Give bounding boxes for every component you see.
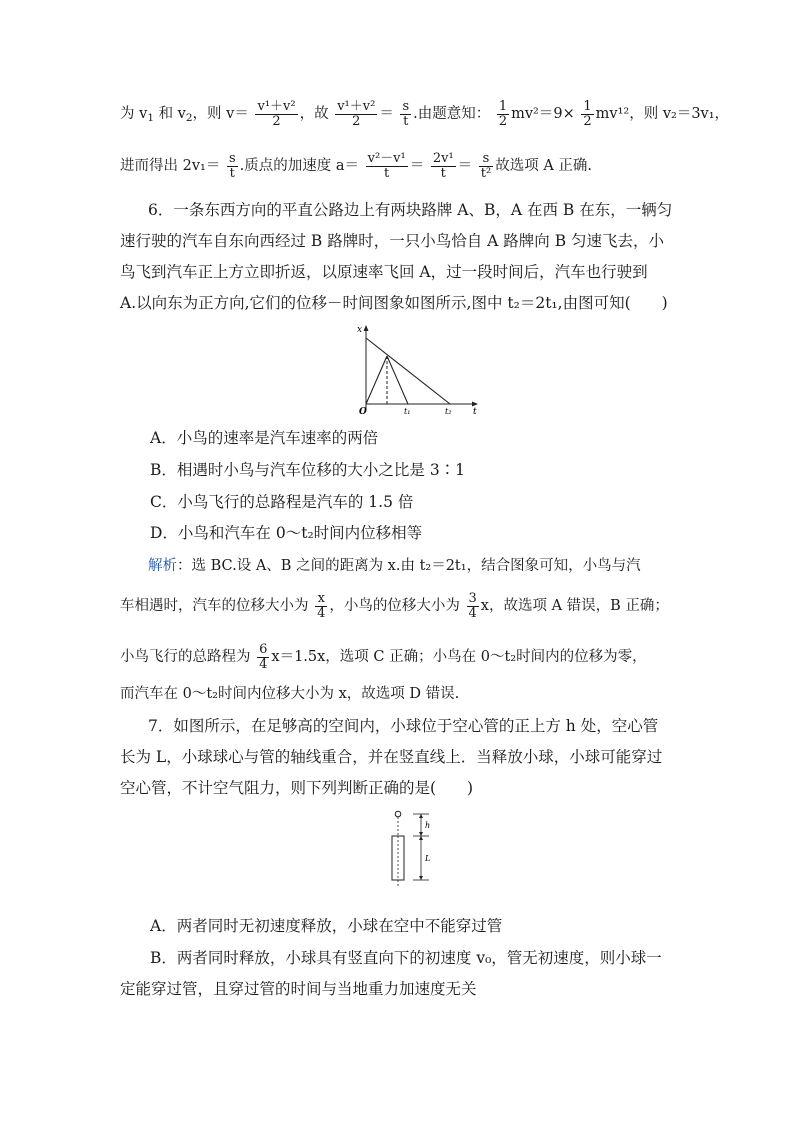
q7-line-3: 空心管，不计空气阻力，则下列判断正确的是( )	[120, 779, 474, 797]
fraction: $\frac{s}{t}$	[228, 151, 236, 181]
q6-solution-line-3: 小鸟飞行的总路程为 $\frac{6}{4}$ x＝1.5x，选项 C 正确；小鸟在 0～t₂时间内的位移为零，	[120, 642, 647, 672]
fraction: $\frac{\text{v¹＋v²}}{2}$	[257, 99, 296, 129]
q6-solution-line-1: 解析：选 BC.设 A、B 之间的距离为 x.由 t₂＝2t₁，结合图象可知，小鸟与汽	[148, 558, 641, 574]
car-line	[366, 338, 450, 404]
q7-option-b-line-1: B．两者同时释放，小球具有竖直向下的初速度 v₀，管无初速度，则小球一	[150, 949, 662, 967]
q6-option-a: A．小鸟的速率是汽车速率的两倍	[150, 429, 379, 447]
fraction: $\frac{s}{t}$	[402, 99, 410, 129]
fraction: $\frac{1}{2}$	[498, 99, 508, 129]
x-axis-label: x	[357, 325, 363, 335]
q6-option-d: D．小鸟和汽车在 0～t₂时间内位移相等	[150, 524, 423, 542]
t-axis-arrow	[472, 402, 478, 407]
q6-line-3: 鸟飞到汽车正上方立即折返，以原速率飞回 A，过一段时间后，汽车也行驶到	[120, 263, 648, 281]
h-arrow-down	[419, 832, 423, 836]
q7-ball-tube-figure	[385, 808, 445, 888]
fraction: $\frac{\text{v¹＋v²}}{2}$	[337, 99, 376, 129]
t-axis-label: t	[473, 407, 477, 417]
q6-line-1: 6．一条东西方向的平直公路边上有两块路牌 A、B，A 在西 B 在东，一辆匀	[148, 201, 673, 219]
t2-label: t₂	[445, 407, 452, 416]
fraction: $\frac{6}{4}$	[259, 642, 268, 672]
q6-solution-line-2: 车相遇时，汽车的位移大小为 $\frac{x}{4}$ ，小鸟的位移大小为 $\frac{3}{4}$ x，故选项 A 错误，B 正确；	[120, 591, 669, 621]
fraction: $\frac{s}{\text{t²}}$	[480, 151, 492, 181]
l-label: L	[425, 854, 431, 863]
sol5-line-2: 进而得出 2v₁＝ $\frac{s}{t}$ .质点的加速度 a＝ $\frac{\text{v²－v¹}}{t}$ ＝ $\frac{\text{2v¹}}{t}$ ＝ $\frac{s}{\text{t²}}$ 故选项 A 正确.	[120, 151, 593, 181]
q6-option-c: C．小鸟飞行的总路程是汽车的 1.5 倍	[150, 493, 414, 511]
q7-option-b-line-2: 定能穿过管，且穿过管的时间与当地重力加速度无关	[120, 980, 477, 998]
l-arrow-down	[419, 876, 423, 880]
l-arrow-up	[419, 836, 423, 840]
fraction: $\frac{\text{v²－v¹}}{t}$	[367, 151, 406, 181]
bird-out-line	[366, 356, 387, 404]
fraction: $\frac{\text{2v¹}}{t}$	[432, 151, 454, 181]
q6-solution-line-4: 而汽车在 0～t₂时间内位移大小为 x，故选项 D 错误.	[120, 686, 460, 702]
h-label: h	[425, 821, 431, 830]
q6-line-4: A.以向东为正方向,它们的位移－时间图象如图所示,图中 t₂＝2t₁,由图可知( )	[120, 294, 668, 312]
t1-label: t₁	[404, 407, 411, 416]
q7-option-a: A．两者同时无初速度释放，小球在空中不能穿过管	[150, 917, 503, 935]
ball-icon	[395, 811, 401, 817]
fraction: $\frac{3}{4}$	[468, 591, 477, 621]
sol5-line-1: 为 $v_1$ 和 $v_2$，则 v＝ $\frac{\text{v¹＋v²}}{2}$ ，故 $\frac{\text{v¹＋v²}}{2}$ ＝ $\frac{s}{t}$ .由题意知： $\frac{1}{2}$ mv²＝9× $\frac{1}{2}$ mv¹²，则 v₂＝3v₁，	[120, 99, 730, 129]
fraction: $\frac{x}{4}$	[317, 591, 326, 621]
h-arrow-up	[419, 814, 423, 818]
x-axis-arrow	[364, 325, 369, 331]
solution-keyword: 解析	[148, 558, 177, 574]
origin-label: O	[359, 407, 367, 417]
fraction: $\frac{1}{2}$	[583, 99, 592, 129]
q6-line-2: 速行驶的汽车自东向西经过 B 路牌时，一只小鸟恰自 A 路牌向 B 匀速飞去，小	[120, 232, 665, 250]
q7-line-2: 长为 L，小球球心与管的轴线重合，并在竖直线上．当释放小球，小球可能穿过	[120, 748, 663, 766]
q7-line-1: 7．如图所示，在足够高的空间内，小球位于空心管的正上方 h 处，空心管	[148, 717, 659, 735]
q6-option-b: B．相遇时小鸟与汽车位移的大小之比是 3∶1	[150, 461, 466, 479]
q6-position-time-graph	[350, 322, 480, 417]
